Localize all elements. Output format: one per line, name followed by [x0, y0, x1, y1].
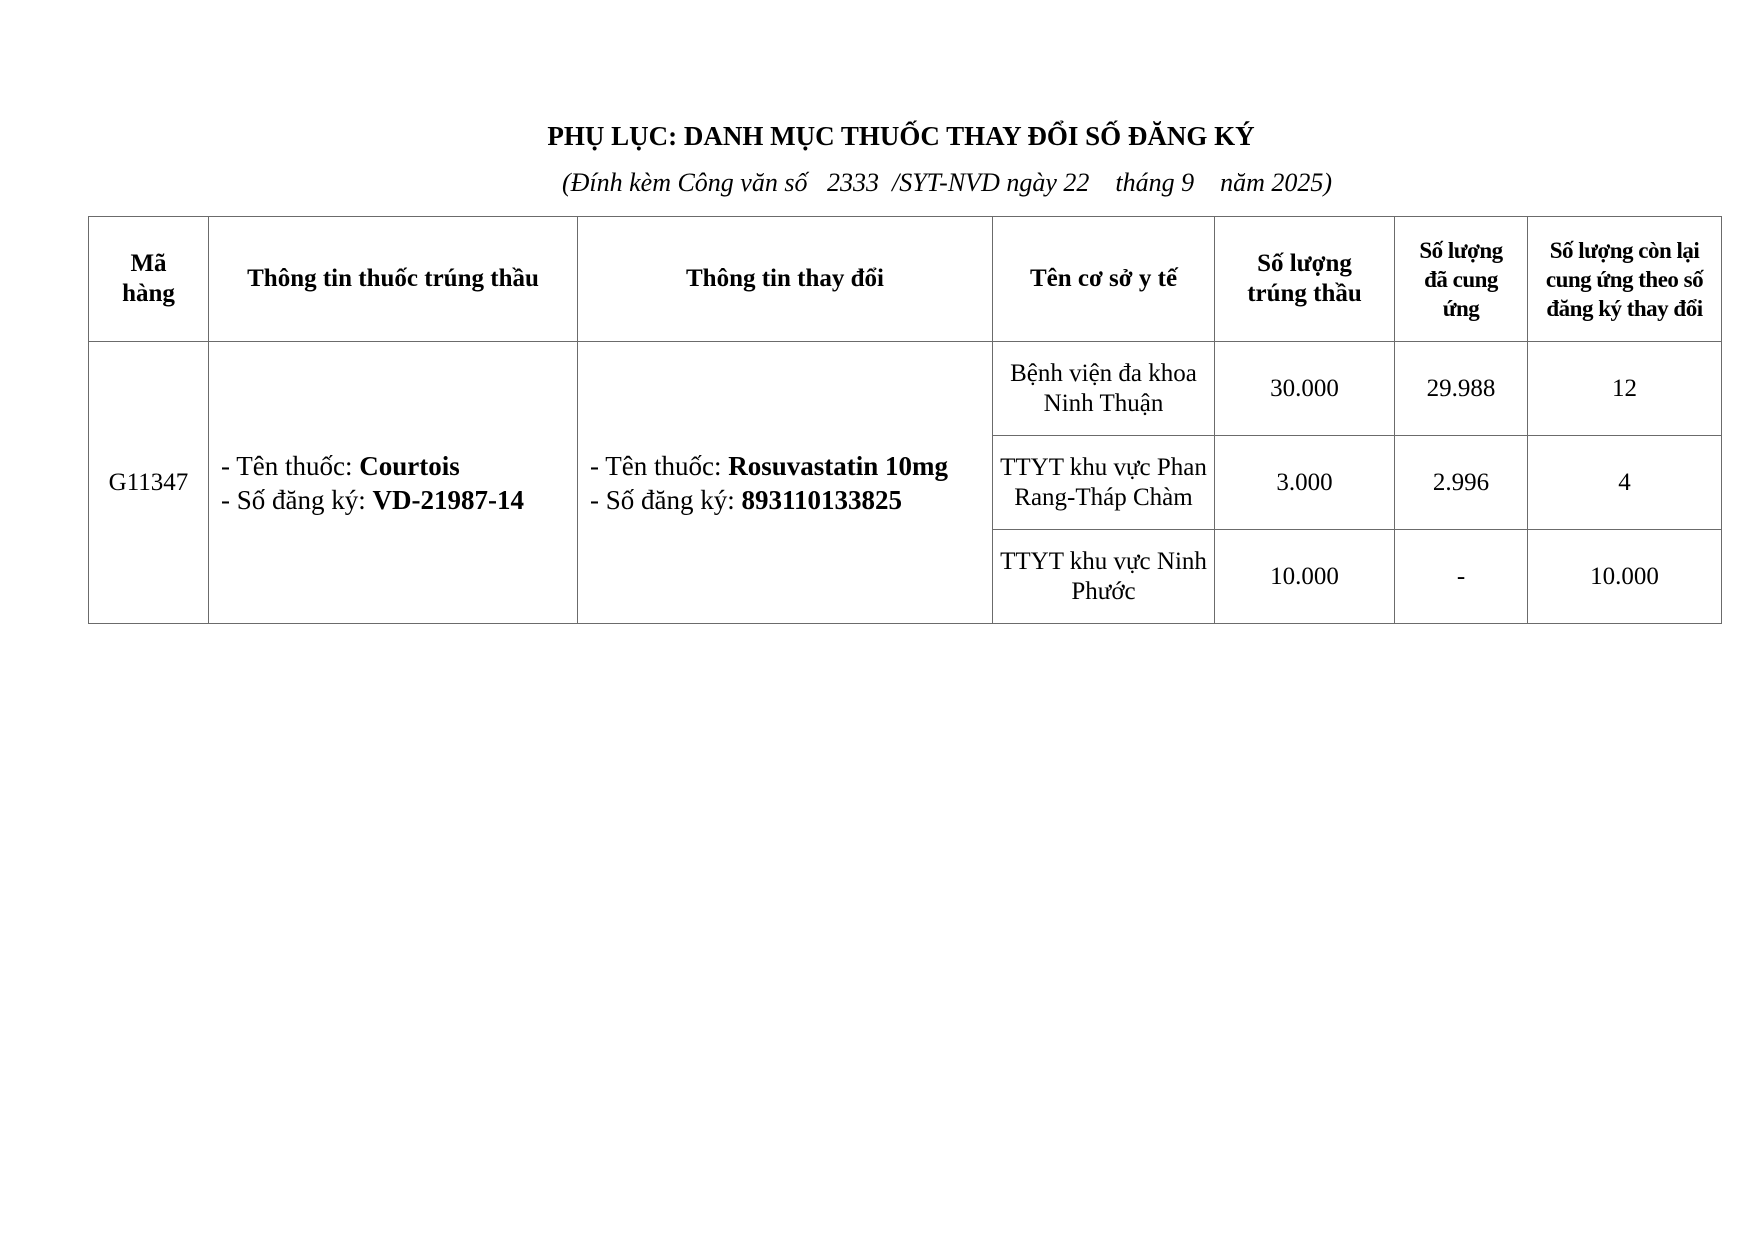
old-name-value: Courtois: [359, 450, 460, 481]
document-title: PHỤ LỤC: DANH MỤC THUỐC THAY ĐỔI SỐ ĐĂNG KÝ: [547, 121, 1255, 151]
header-thong-tin-trung-thau: Thông tin thuốc trúng thầu: [209, 217, 578, 342]
header-so-luong-da-cung-ung: Số lượng đã cung ứng: [1395, 217, 1528, 342]
cell-con-lai: 10.000: [1528, 530, 1722, 624]
cell-trung-thau: 10.000: [1215, 530, 1395, 624]
cell-facility: TTYT khu vực Phan Rang-Tháp Chàm: [993, 436, 1215, 530]
new-name-value: Rosuvastatin 10mg: [728, 450, 948, 481]
cell-da-cung-ung: 29.988: [1395, 342, 1528, 436]
cell-con-lai: 12: [1528, 342, 1722, 436]
old-reg-value: VD-21987-14: [372, 484, 524, 515]
old-name-label: - Tên thuốc:: [221, 450, 360, 481]
cell-da-cung-ung: 2.996: [1395, 436, 1528, 530]
cell-trung-thau: 30.000: [1215, 342, 1395, 436]
document-subtitle: (Đính kèm Công văn số 2333 /SYT-NVD ngày 22 tháng 9 năm 2025): [561, 168, 1333, 197]
cell-new-drug-info: [578, 342, 993, 624]
header-ma-hang: Mã hàng: [89, 217, 209, 342]
header-so-luong-con-lai: Số lượng còn lại cung ứng theo số đăng ký thay đổi: [1528, 217, 1722, 342]
header-ten-co-so: Tên cơ sở y tế: [993, 217, 1215, 342]
header-so-luong-trung-thau: Số lượng trúng thầu: [1215, 217, 1395, 342]
cell-old-drug-info: [209, 342, 578, 624]
new-reg-value: 893110133825: [741, 484, 903, 515]
old-reg-label: - Số đăng ký:: [221, 484, 373, 515]
new-reg-label: - Số đăng ký:: [590, 484, 742, 515]
cell-da-cung-ung: -: [1395, 530, 1528, 624]
cell-facility: TTYT khu vực Ninh Phước: [993, 530, 1215, 624]
drug-registration-table: [88, 216, 1722, 624]
table-header-row: [89, 217, 1722, 342]
cell-facility: Bệnh viện đa khoa Ninh Thuận: [993, 342, 1215, 436]
cell-trung-thau: 3.000: [1215, 436, 1395, 530]
cell-ma-hang: G11347: [89, 342, 209, 624]
header-thong-tin-thay-doi: Thông tin thay đổi: [578, 217, 993, 342]
table-row: [89, 342, 1722, 436]
new-name-label: - Tên thuốc:: [590, 450, 729, 481]
cell-con-lai: 4: [1528, 436, 1722, 530]
